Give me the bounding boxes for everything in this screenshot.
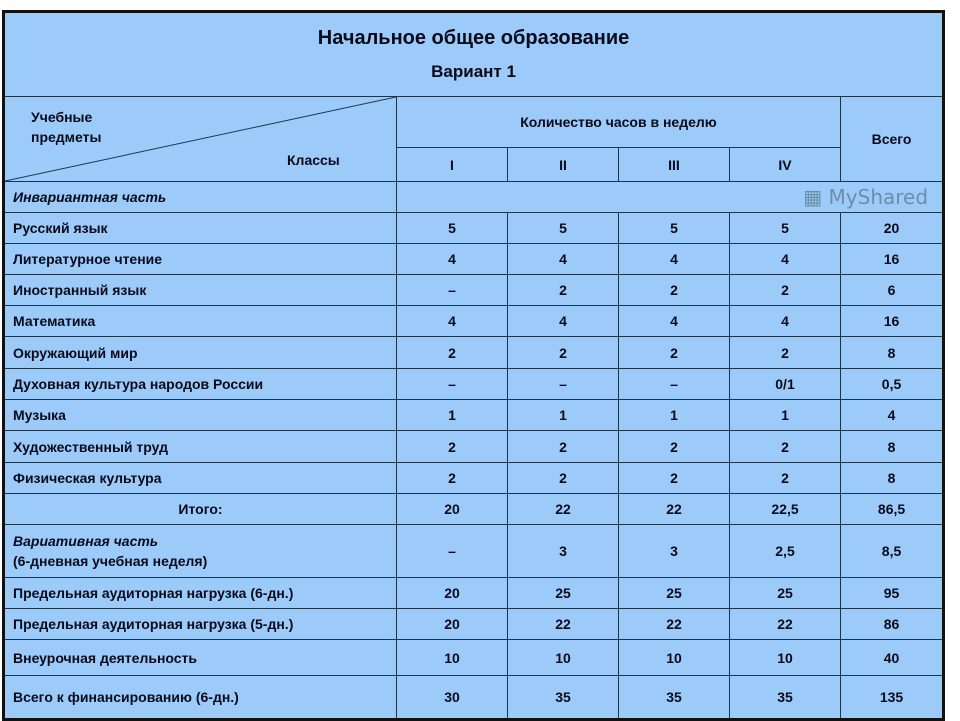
table-row bbox=[4, 494, 944, 525]
subject-cell: Литературное чтение bbox=[4, 244, 397, 275]
value-cell: – bbox=[397, 275, 508, 306]
corner-header bbox=[4, 97, 397, 182]
value-cell: 5 bbox=[619, 213, 730, 244]
value-cell: 20 bbox=[397, 609, 508, 640]
subject-cell: Всего к финансированию (6-дн.) bbox=[4, 676, 397, 720]
watermark-logo: ▦ MyShared bbox=[803, 185, 929, 209]
subject-cell: Русский язык bbox=[4, 213, 397, 244]
value-cell: 4 bbox=[730, 306, 841, 337]
value-cell: 4 bbox=[397, 244, 508, 275]
table-row bbox=[4, 525, 944, 578]
value-cell: 8 bbox=[841, 337, 944, 369]
value-cell: 5 bbox=[508, 213, 619, 244]
value-cell: 35 bbox=[730, 676, 841, 720]
value-cell: 8,5 bbox=[841, 525, 944, 578]
value-cell: 5 bbox=[730, 213, 841, 244]
subjects-header: Учебные предметы bbox=[31, 109, 102, 145]
value-cell: – bbox=[397, 369, 508, 400]
value-cell: – bbox=[508, 369, 619, 400]
value-cell: 20 bbox=[397, 494, 508, 525]
value-cell: 2 bbox=[508, 275, 619, 306]
value-cell: 4 bbox=[508, 306, 619, 337]
grade-header: II bbox=[508, 148, 619, 182]
grade-header: III bbox=[619, 148, 730, 182]
value-cell: 135 bbox=[841, 676, 944, 720]
value-cell: 8 bbox=[841, 431, 944, 463]
value-cell: 1 bbox=[619, 400, 730, 431]
table-row bbox=[4, 400, 944, 431]
grade-header: IV bbox=[730, 148, 841, 182]
subject-cell: Итого: bbox=[4, 494, 397, 525]
value-cell: 2 bbox=[730, 463, 841, 494]
table-row bbox=[4, 275, 944, 306]
empty-cell bbox=[397, 182, 944, 213]
value-cell: 2 bbox=[397, 431, 508, 463]
subject-cell: Духовная культура народов России bbox=[4, 369, 397, 400]
title-cell bbox=[4, 12, 944, 97]
subject-cell: Внеурочная деятельность bbox=[4, 640, 397, 676]
table-row bbox=[4, 213, 944, 244]
table-row bbox=[4, 676, 944, 720]
value-cell: 10 bbox=[730, 640, 841, 676]
value-cell: 10 bbox=[508, 640, 619, 676]
value-cell: 22 bbox=[619, 494, 730, 525]
value-cell: 22 bbox=[730, 609, 841, 640]
value-cell: 2 bbox=[508, 463, 619, 494]
value-cell: 8 bbox=[841, 463, 944, 494]
subject-cell: Предельная аудиторная нагрузка (5-дн.) bbox=[4, 609, 397, 640]
value-cell: 0/1 bbox=[730, 369, 841, 400]
value-cell: 1 bbox=[397, 400, 508, 431]
value-cell: 10 bbox=[619, 640, 730, 676]
subject-cell bbox=[4, 525, 397, 578]
table-row bbox=[4, 337, 944, 369]
value-cell: 0,5 bbox=[841, 369, 944, 400]
value-cell: 25 bbox=[508, 578, 619, 609]
subject-cell: Предельная аудиторная нагрузка (6-дн.) bbox=[4, 578, 397, 609]
value-cell: 3 bbox=[508, 525, 619, 578]
table-row bbox=[4, 306, 944, 337]
value-cell: 16 bbox=[841, 244, 944, 275]
value-cell: 4 bbox=[619, 306, 730, 337]
subject-cell: Музыка bbox=[4, 400, 397, 431]
value-cell: 22,5 bbox=[730, 494, 841, 525]
value-cell: 10 bbox=[397, 640, 508, 676]
table-row bbox=[4, 640, 944, 676]
value-cell: 22 bbox=[619, 609, 730, 640]
value-cell: 2 bbox=[397, 463, 508, 494]
value-cell: 86,5 bbox=[841, 494, 944, 525]
table-row bbox=[4, 244, 944, 275]
table-row bbox=[4, 609, 944, 640]
page-title: Начальное общее образование bbox=[317, 27, 630, 49]
variant-title: Вариант 1 bbox=[431, 62, 516, 81]
value-cell: 2 bbox=[730, 275, 841, 306]
subject-cell: Физическая культура bbox=[4, 463, 397, 494]
value-cell: 40 bbox=[841, 640, 944, 676]
value-cell: 2 bbox=[397, 337, 508, 369]
value-cell: 2 bbox=[730, 337, 841, 369]
table-row bbox=[4, 369, 944, 400]
value-cell: 16 bbox=[841, 306, 944, 337]
subject-cell: Математика bbox=[4, 306, 397, 337]
value-cell: 3 bbox=[619, 525, 730, 578]
section-variative-note: (6-дневная учебная неделя) bbox=[13, 553, 208, 569]
table-row bbox=[4, 578, 944, 609]
classes-header: Классы bbox=[287, 152, 340, 168]
value-cell: 35 bbox=[619, 676, 730, 720]
value-cell: 1 bbox=[508, 400, 619, 431]
total-header: Всего bbox=[841, 97, 944, 182]
value-cell: 4 bbox=[397, 306, 508, 337]
value-cell: 4 bbox=[508, 244, 619, 275]
subject-cell: Художественный труд bbox=[4, 431, 397, 463]
value-cell: 20 bbox=[841, 213, 944, 244]
value-cell: 30 bbox=[397, 676, 508, 720]
watermark-text: MyShared bbox=[828, 185, 929, 209]
value-cell: 95 bbox=[841, 578, 944, 609]
grade-header: I bbox=[397, 148, 508, 182]
subject-cell: Иностранный язык bbox=[4, 275, 397, 306]
value-cell: 4 bbox=[841, 400, 944, 431]
hours-header: Количество часов в неделю bbox=[397, 97, 841, 148]
value-cell: 22 bbox=[508, 609, 619, 640]
value-cell: 2 bbox=[730, 431, 841, 463]
value-cell: 2 bbox=[619, 431, 730, 463]
table-row bbox=[4, 463, 944, 494]
value-cell: 5 bbox=[397, 213, 508, 244]
section-variative: Вариативная часть bbox=[13, 533, 159, 549]
value-cell: 2 bbox=[619, 463, 730, 494]
table-row bbox=[4, 431, 944, 463]
value-cell: – bbox=[397, 525, 508, 578]
value-cell: 86 bbox=[841, 609, 944, 640]
value-cell: – bbox=[619, 369, 730, 400]
value-cell: 2 bbox=[619, 275, 730, 306]
value-cell: 6 bbox=[841, 275, 944, 306]
value-cell: 2 bbox=[508, 431, 619, 463]
value-cell: 20 bbox=[397, 578, 508, 609]
section-invariant: Инвариантная часть bbox=[4, 182, 397, 213]
value-cell: 2 bbox=[508, 337, 619, 369]
value-cell: 2,5 bbox=[730, 525, 841, 578]
subject-cell: Окружающий мир bbox=[4, 337, 397, 369]
value-cell: 22 bbox=[508, 494, 619, 525]
value-cell: 4 bbox=[619, 244, 730, 275]
curriculum-table bbox=[2, 10, 945, 721]
value-cell: 35 bbox=[508, 676, 619, 720]
value-cell: 25 bbox=[619, 578, 730, 609]
value-cell: 1 bbox=[730, 400, 841, 431]
value-cell: 2 bbox=[619, 337, 730, 369]
value-cell: 4 bbox=[730, 244, 841, 275]
value-cell: 25 bbox=[730, 578, 841, 609]
